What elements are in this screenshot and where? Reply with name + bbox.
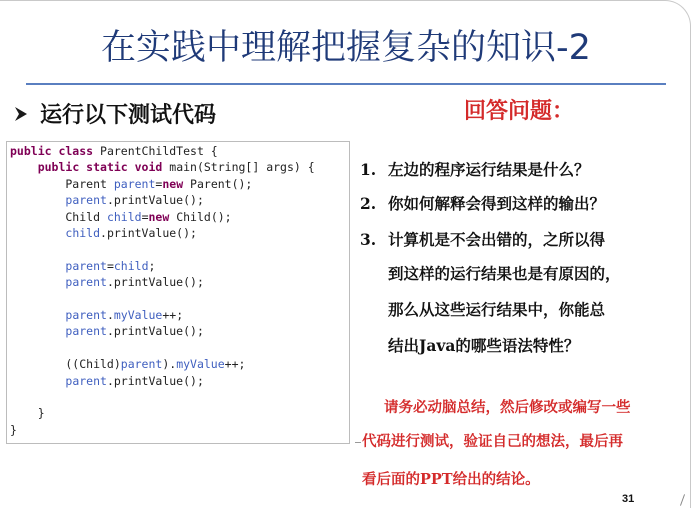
- code-token: .printValue();: [106, 275, 204, 290]
- code-line: [10, 276, 204, 289]
- code-token: myValue: [176, 357, 225, 372]
- code-token: parent: [65, 258, 107, 273]
- question-text: 结出Java的哪些语法特性？: [388, 336, 580, 355]
- code-line: [10, 424, 17, 437]
- code-token: new: [148, 209, 177, 224]
- code-token: parent: [65, 308, 107, 322]
- slide-title: 在实践中理解把握复杂的知识-2: [101, 28, 591, 68]
- code-token: Parent();: [190, 176, 253, 191]
- code-token: ((Child): [10, 357, 121, 372]
- code-line: [10, 145, 218, 158]
- questions-heading: 回答问题：: [464, 99, 575, 124]
- code-line: [10, 309, 183, 322]
- code-token: [10, 259, 65, 273]
- bullet-text: 运行以下测试代码: [40, 103, 217, 128]
- code-token: ++;: [162, 308, 184, 322]
- code-token: Child();: [176, 209, 232, 224]
- code-line: [10, 227, 197, 240]
- code-token: child: [106, 209, 142, 224]
- code-token: child: [113, 258, 149, 273]
- question-line: [360, 228, 605, 250]
- page-number: 31: [622, 493, 635, 505]
- code-token: ;: [148, 258, 156, 273]
- code-token: ParentChildTest {: [100, 144, 218, 158]
- code-token: child: [65, 226, 101, 240]
- code-token: public class: [10, 144, 101, 158]
- code-line: [10, 375, 204, 388]
- code-token: =: [106, 258, 114, 273]
- code-token: .printValue();: [106, 193, 204, 208]
- code-token: .printValue();: [106, 324, 204, 339]
- code-line: [10, 358, 245, 371]
- instruction-line: 代码进行测试，验证自己的想法，最后再: [362, 433, 623, 450]
- question-text: 计算机是不会出错的，之所以得: [388, 230, 606, 249]
- code-token: [10, 374, 65, 388]
- code-token: }: [10, 406, 45, 421]
- question-line: [360, 298, 605, 320]
- code-token: parent: [120, 357, 163, 372]
- code-token: .: [106, 308, 114, 322]
- code-box: [6, 141, 350, 444]
- code-token: =: [155, 176, 163, 191]
- code-line: [10, 194, 204, 207]
- code-token: parent: [65, 193, 107, 208]
- code-token: =: [141, 209, 149, 224]
- question-text: 左边的程序运行结果是什么？: [388, 160, 590, 179]
- bullet-row: [12, 98, 216, 129]
- code-line: [10, 161, 315, 174]
- code-token: [10, 226, 65, 240]
- question-text: 你如何解释会得到这样的输出？: [388, 194, 606, 213]
- question-number: 3.: [360, 230, 377, 249]
- question-number: 1.: [360, 160, 377, 179]
- code-token: [10, 308, 65, 322]
- code-token: [10, 324, 65, 338]
- code-token: [10, 160, 38, 174]
- question-line: [360, 158, 590, 180]
- question-line: [360, 192, 605, 214]
- code-token: [10, 193, 65, 207]
- code-token: ).: [162, 357, 177, 372]
- code-token: parent: [65, 373, 107, 388]
- bracket-mark: [355, 442, 361, 443]
- code-token: Child: [10, 209, 107, 224]
- question-line: [360, 262, 621, 284]
- code-line: [10, 211, 232, 224]
- code-line: [10, 178, 252, 191]
- code-token: Parent: [10, 176, 114, 191]
- code-token: }: [10, 422, 17, 437]
- arrow-bullet-icon: [12, 105, 30, 123]
- code-token: parent: [113, 176, 156, 191]
- code-token: myValue: [113, 308, 163, 322]
- instruction-line: 看后面的PPT给出的结论。: [362, 471, 540, 488]
- instruction-line: 请务必动脑总结，然后修改或编写一些: [384, 399, 631, 416]
- code-token: parent: [65, 275, 107, 290]
- code-token: new: [162, 176, 191, 191]
- code-line: [10, 260, 155, 273]
- question-number: 2.: [360, 194, 377, 213]
- code-token: public static void: [37, 160, 170, 175]
- question-text: 到这样的运行结果也是有原因的，: [388, 264, 621, 283]
- code-token: main(String[] args) {: [169, 160, 315, 175]
- code-token: ++;: [224, 357, 246, 372]
- code-token: parent: [65, 324, 107, 339]
- code-token: [10, 275, 65, 289]
- question-text: 那么从这些运行结果中，你能总: [388, 300, 606, 319]
- code-line: [10, 407, 45, 420]
- question-line: [360, 334, 579, 356]
- code-token: .printValue();: [100, 226, 197, 240]
- code-token: .printValue();: [106, 373, 204, 388]
- code-line: [10, 325, 204, 338]
- title-underline: [26, 83, 666, 85]
